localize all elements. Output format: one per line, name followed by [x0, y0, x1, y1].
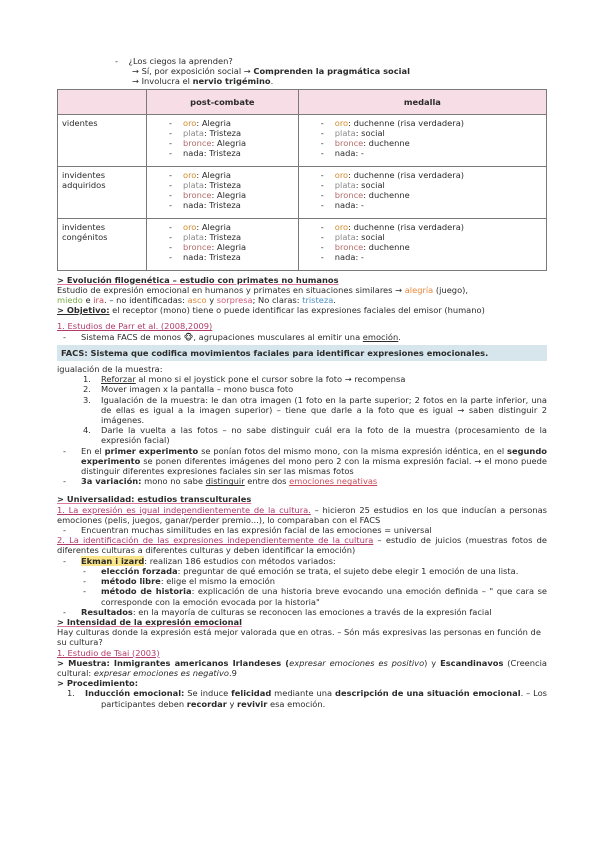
document-page: [57, 56, 547, 709]
table-header-row: [58, 89, 547, 114]
header-post-combate: post-combate: [147, 89, 299, 114]
list-item: 3. Igualación de la muestra: le dan otra imagen (1 foto en la parte superior; 2 fotos en la parte inferior, una de ellas es igual a la imagen superior) – tiene que darle a la foto que es igual → saben distinguir 2 imágenes.: [83, 394, 547, 426]
table-row: [58, 114, 547, 166]
tsai-study-title: 1. Estudio de Tsai (2003): [57, 647, 160, 658]
section-title-universalidad: > Universalidad: estudios transculturales: [57, 494, 252, 505]
results-line: - Resultados: en la mayoría de culturas se reconocen las emociones a través de la expresión facial: [57, 607, 547, 617]
facs-definition-box: FACS: Sistema que codifica movimientos faciales para identificar expresiones emocionales.: [57, 345, 547, 361]
filo-paragraph: Estudio de expresión emocional en humanos y primates en situaciones similares → alegría (juego), miedo e ira. – no identificadas: asco y sorpresa; No claras: tristeza.: [57, 284, 469, 306]
parr-study-title: 1. Estudios de Parr et al. (2008,2009): [57, 321, 213, 332]
method-item: - elección forzada: preguntar de qué emoción se trata, el sujeto debe elegir 1 emoción de una lista.: [57, 566, 547, 576]
intensidad-paragraph: Hay culturas donde la expresión está mejor valorada que en otras. – Són más expresivas las personas en función de su cultura?: [57, 627, 541, 648]
table-row: [58, 166, 547, 218]
comparison-table: [57, 89, 547, 271]
list-item: 1. Reforzar al mono si el joystick pone el cursor sobre la foto → recompensa: [83, 374, 406, 385]
row-label: videntes: [58, 114, 147, 166]
table-corner-cell: [58, 89, 147, 114]
row-label: invidentes congénitos: [58, 218, 147, 270]
tsai-procedure-label: > Procedimiento:: [57, 678, 139, 689]
univ-point-1: 1. La expresión es igual independientemente de la cultura. – hicieron 25 estudios en los que inducían a personas emociones (pelis, juegos, ganar/perder premio...), lo comparaban con el FACS: [57, 504, 547, 525]
list-item: 2. Mover imagen x la pantalla – mono busca foto: [83, 384, 294, 395]
ekman-line: - Ekman i izard: realizan 186 estudios con métodos variados:: [57, 556, 547, 566]
univ-point-1-detail: - Encuentran muchas similitudes en las expresión facial de las emociones = universal: [57, 525, 547, 535]
medal-cell: - oro: duchenne (risa verdadera) - plata: social - bronce: duchenne - nada: -: [298, 114, 546, 166]
method-item: - método libre: elige el mismo la emoción: [57, 576, 547, 586]
list-item: 4. Darle la vuelta a las fotos – no sabe distinguir cuál era la foto de la muestra (procesamiento de la expresión facial): [83, 425, 547, 446]
variation-line: - 3a variación: mono no sabe distinguir entre dos emociones negativas: [57, 476, 547, 486]
intro-block: [115, 56, 547, 87]
igualacion-label: igualación de la muestra:: [57, 364, 163, 375]
medal-cell: - oro: duchenne (risa verdadera) - plata: social - bronce: duchenne - nada: -: [298, 166, 546, 218]
post-cell: - oro: Alegria - plata: Tristeza - bronce: Alegria - nada: Tristeza: [147, 166, 299, 218]
section-title-intensidad: > Intensidad de la expresión emocional: [57, 616, 242, 627]
intro-question: - ¿Los ciegos la aprenden?: [115, 56, 233, 66]
header-medalla: medalla: [298, 89, 546, 114]
intro-nerve: → Involucra el nervio trigémino.: [132, 76, 274, 87]
experiments-line: - En el primer experimento se ponían fotos del mismo mono, con la misma expresión idéntica, en el segundo experimento se ponen diferentes imágenes del mono pero 2 con la misma expresión facial. → el mono puede distinguir diferentes expresiones faciales sin ser las mismas fotos: [57, 446, 547, 477]
list-item: 1. Inducción emocional: Se induce felicidad mediante una descripción de una situación emocional. – Los participantes deben recordar y revivir esa emoción.: [67, 688, 547, 709]
filo-objetivo: > Objetivo: el receptor (mono) tiene o puede identificar las expresiones faciales del emisor (humano): [57, 305, 485, 316]
intro-answer: → Sí, por exposición social → Comprenden la pragmática social: [132, 66, 410, 77]
row-label: invidentes adquiridos: [58, 166, 147, 218]
medal-cell: - oro: duchenne (risa verdadera) - plata: social - bronce: duchenne - nada: -: [298, 218, 546, 270]
method-item: - método de historia: explicación de una historia breve evocando una emoción definida – " que cara se corresponde con la emoción evocada por la historia": [57, 586, 547, 606]
univ-point-2: 2. La identificación de las expresiones independientemente de la cultura – estudio de juicios (muestras fotos de diferentes culturas a diferentes culturas y deben identificar la emoción): [57, 535, 547, 556]
table-row: [58, 218, 547, 270]
tsai-sample: > Muestra: Inmigrantes americanos Irlandeses (expresar emociones es positivo) y Escandinavos (Creencia cultural: expresar emociones es negativo.9: [57, 657, 547, 678]
section-title-filogenetica: > Evolución filogenética – estudio con primates no humanos: [57, 274, 339, 285]
post-cell: - oro: Alegria - plata: Tristeza - bronce: Alegria - nada: Tristeza: [147, 218, 299, 270]
post-cell: - oro: Alegria - plata: Tristeza - bronce: Alegria - nada: Tristeza: [147, 114, 299, 166]
parr-facs-line: - Sistema FACS de monos 🐵, agrupaciones musculares al emitir una emoción.: [57, 332, 547, 342]
